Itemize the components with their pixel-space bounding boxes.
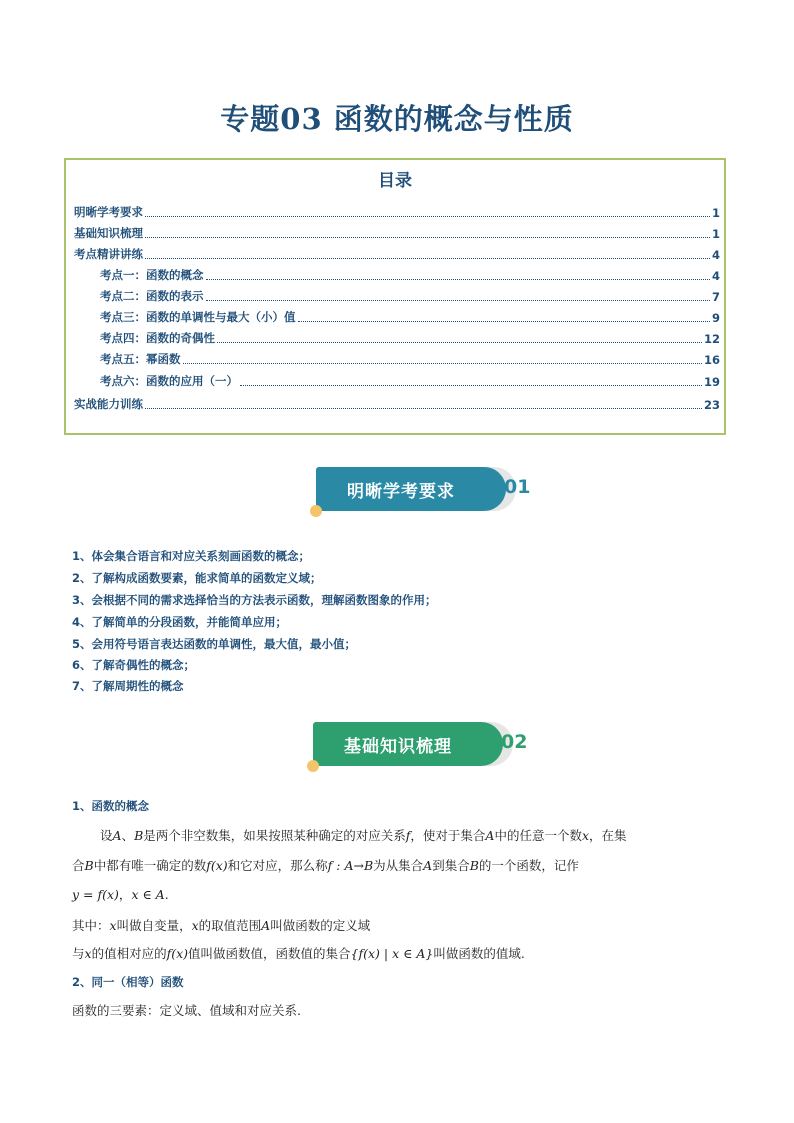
knowledge-heading: 1、函数的概念 (72, 799, 150, 813)
toc-entry-label: 考点二：函数的表示 (100, 289, 204, 303)
toc-heading: 目录 (378, 171, 412, 191)
requirement-item: 5、会用符号语言表达函数的单调性，最大值，最小值； (72, 637, 356, 651)
toc-entry-page: 1 (711, 206, 720, 220)
knowledge-paragraph: 设A、B是两个非空数集，如果按照某种确定的对应关系f，使对于集合A中的任意一个数x，在集 (100, 828, 627, 843)
toc-entry-label: 考点精讲讲练 (74, 247, 143, 261)
knowledge-paragraph: 与x的值相对应的f(x)值叫做函数值，函数值的集合{f(x) | x ∈ A}叫做函数的值域. (72, 946, 525, 961)
toc-entry[interactable] (74, 204, 720, 220)
requirement-item: 2、了解构成函数要素，能求简单的函数定义域； (72, 571, 322, 585)
toc-entry-label: 考点一：函数的概念 (100, 268, 204, 282)
requirement-item: 1、体会集合语言和对应关系刻画函数的概念； (72, 549, 310, 563)
requirement-item: 3、会根据不同的需求选择恰当的方法表示函数，理解函数图象的作用； (72, 593, 437, 607)
requirement-item: 6、了解奇偶性的概念； (72, 658, 196, 672)
knowledge-paragraph: 其中：x叫做自变量，x的取值范围A叫做函数的定义域 (72, 918, 371, 933)
knowledge-heading: 2、同一（相等）函数 (72, 975, 184, 989)
toc-entry[interactable] (74, 246, 720, 262)
toc-entry-label: 考点五：幂函数 (100, 352, 181, 366)
toc-entry[interactable] (74, 225, 720, 241)
toc-entry-page: 16 (703, 353, 720, 367)
toc-entry-label: 基础知识梳理 (74, 226, 143, 240)
section-title: 基础知识梳理 (344, 737, 452, 757)
toc-entry-label: 考点六：函数的应用（一） (100, 374, 238, 388)
toc-entry[interactable] (100, 373, 720, 389)
toc-entry-label: 实战能力训练 (74, 397, 143, 411)
knowledge-paragraph: 函数的三要素：定义域、值域和对应关系. (72, 1003, 301, 1018)
knowledge-paragraph: 合B中都有唯一确定的数f(x)和它对应，那么称f : A→B为从集合A到集合B的一个函数，记作 (72, 858, 579, 873)
toc-entry[interactable] (100, 309, 720, 325)
toc-entry-page: 23 (703, 398, 720, 412)
section-number: 01 (504, 476, 531, 498)
toc-entry[interactable] (100, 267, 720, 283)
toc-entry-page: 19 (703, 375, 720, 389)
toc-entry-page: 4 (711, 248, 720, 262)
requirement-item: 7、了解周期性的概念 (72, 679, 184, 693)
table-of-contents (64, 158, 726, 435)
toc-entry[interactable] (74, 396, 720, 412)
toc-entry-page: 12 (703, 332, 720, 346)
requirement-item: 4、了解简单的分段函数，并能简单应用； (72, 615, 287, 629)
toc-entry[interactable] (100, 330, 720, 346)
section-number: 02 (501, 731, 528, 753)
page-title: 专题03 函数的概念与性质 (220, 102, 574, 136)
toc-entry[interactable] (100, 288, 720, 304)
section-title: 明晰学考要求 (347, 482, 455, 502)
toc-entry-page: 9 (711, 311, 720, 325)
toc-entry-label: 考点四：函数的奇偶性 (100, 331, 215, 345)
toc-entry-page: 7 (711, 290, 720, 304)
toc-entry-label: 考点三：函数的单调性与最大（小）值 (100, 310, 296, 324)
toc-entry-label: 明晰学考要求 (74, 205, 143, 219)
section-dot (307, 760, 319, 772)
toc-entry[interactable] (100, 351, 720, 367)
toc-entry-page: 1 (711, 227, 720, 241)
toc-entry-page: 4 (711, 269, 720, 283)
knowledge-paragraph: y = f(x)，x ∈ A. (72, 887, 169, 902)
section-dot (310, 505, 322, 517)
